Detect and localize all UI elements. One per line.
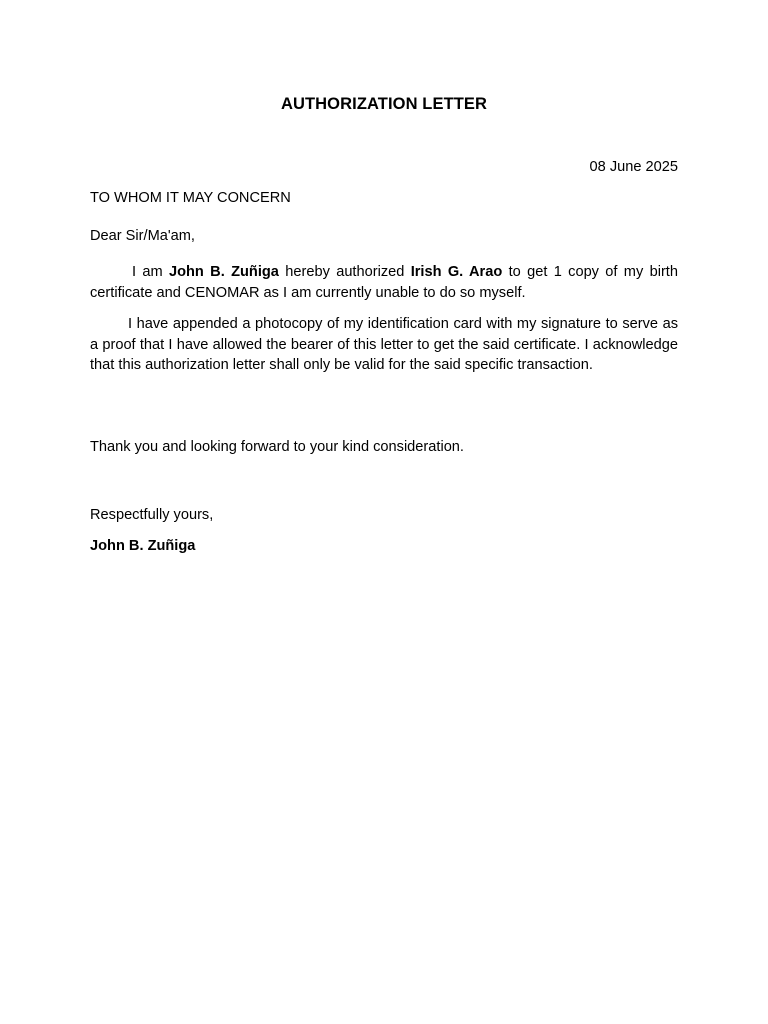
paragraph-1-middle: hereby authorized	[285, 264, 405, 280]
recipient-line: TO WHOM IT MAY CONCERN	[90, 190, 291, 206]
paragraph-1-end: to get 1 copy of my birth certificate and CENOMAR as I am currently unable to do so myself.	[90, 264, 678, 301]
paragraph-1-intro: I am	[132, 264, 163, 280]
author-name: John B. Zuñiga	[168, 264, 279, 280]
body-paragraph-1	[90, 262, 678, 303]
letter-date: 08 June 2025	[589, 159, 678, 175]
signatory-name: John B. Zuñiga	[90, 538, 196, 554]
salutation: Dear Sir/Ma'am,	[90, 228, 195, 244]
body-paragraph-2: I have appended a photocopy of my identification card with my signature to serve as a proof that I have allowed the bearer of this letter to get the said certificate. I acknowledge that this authorization letter shall only be valid for the said specific transaction.	[90, 316, 678, 373]
closing-line: Respectfully yours,	[90, 507, 214, 523]
authorized-person-name: Irish G. Arao	[410, 264, 503, 280]
thanks-line: Thank you and looking forward to your kind consideration.	[90, 439, 464, 455]
letter-title: AUTHORIZATION LETTER	[280, 95, 488, 113]
